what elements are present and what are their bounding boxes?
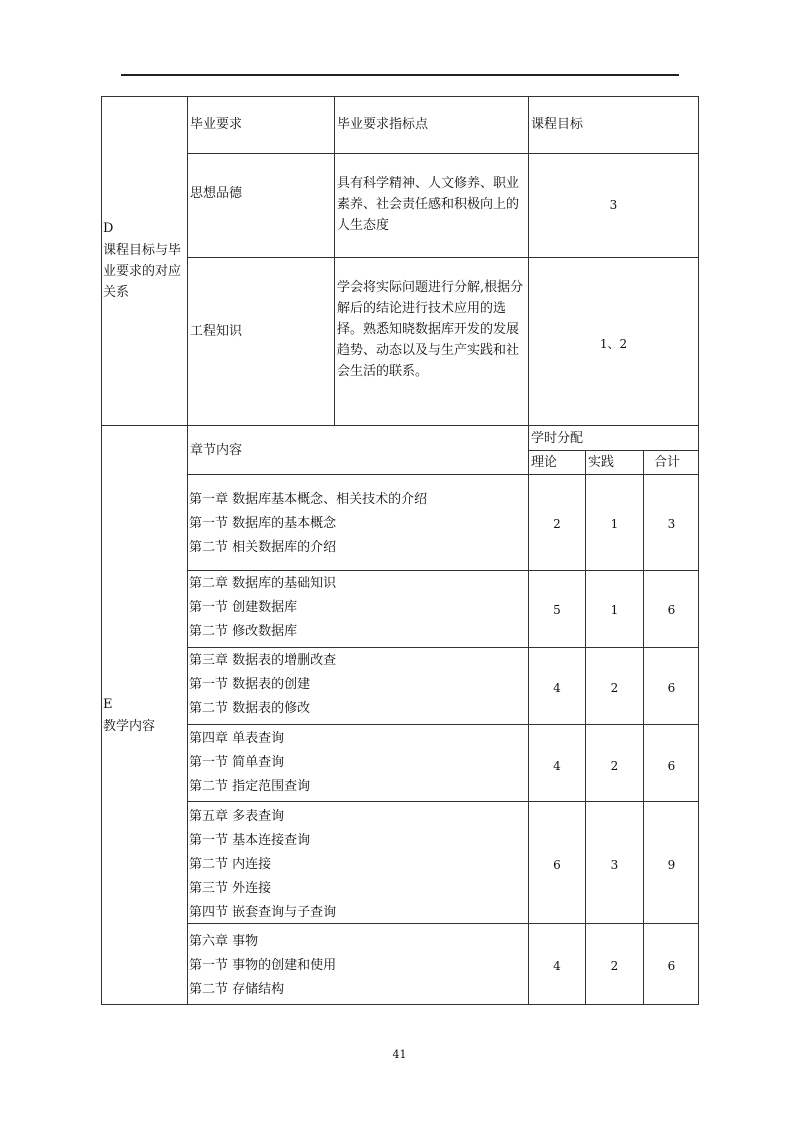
header-total: 合计 — [654, 455, 681, 470]
chapter-4-theory: 4 — [553, 759, 561, 773]
chapter-5-line: 第五章 多表查询 — [189, 809, 285, 824]
chapter-2-line: 第一节 创建数据库 — [189, 600, 298, 615]
section-d-rule-1 — [187, 153, 699, 154]
chapter-5-content — [189, 805, 336, 925]
chapter-3-practice: 2 — [610, 681, 619, 695]
chapter-4-total: 6 — [667, 759, 676, 773]
chapter-6-line: 第一节 事物的创建和使用 — [189, 958, 337, 973]
section-d-divider-3 — [528, 96, 529, 426]
chapter-1-total: 3 — [667, 517, 676, 531]
chapter-4-line: 第一节 简单查询 — [189, 755, 285, 770]
chapter-2-theory: 5 — [553, 603, 561, 617]
chapter-5-practice: 3 — [610, 858, 619, 872]
section-e-divider-2 — [528, 425, 529, 1005]
row-2-indicator: 学会将实际问题进行分解,根据分解后的结论进行技术应用的选择。熟悉知晓数据库开发的发展趋势、动态以及与生产实践和社会生活的联系。 — [337, 280, 524, 379]
chapter-4-line: 第四章 单表查询 — [189, 731, 285, 746]
header-objective: 课程目标 — [531, 117, 584, 132]
chapter-5-line: 第二节 内连接 — [189, 857, 272, 872]
section-e-divider-1 — [187, 425, 188, 1005]
header-practice: 实践 — [588, 455, 615, 470]
section-e-divider-3 — [585, 450, 586, 1005]
section-d-rule-2 — [187, 257, 699, 258]
header-indicator: 毕业要求指标点 — [337, 117, 429, 132]
chapter-1-theory: 2 — [553, 517, 561, 531]
chapter-rule-2 — [187, 647, 699, 648]
section-e-label: 教学内容 — [103, 719, 156, 734]
chapter-rule-3 — [187, 724, 699, 725]
row-2-requirement: 工程知识 — [190, 324, 243, 339]
chapter-5-line: 第四节 嵌套查询与子查询 — [189, 905, 337, 920]
chapter-1-line: 第二节 相关数据库的介绍 — [189, 540, 337, 555]
header-rule — [121, 74, 679, 76]
chapter-6-content — [189, 930, 336, 1002]
chapter-1-content — [189, 488, 427, 560]
header-hours: 学时分配 — [531, 431, 584, 446]
chapter-2-practice: 1 — [610, 603, 619, 617]
chapter-rule-4 — [187, 801, 699, 802]
chapter-5-line: 第三节 外连接 — [189, 881, 272, 896]
chapter-3-line: 第二节 数据表的修改 — [189, 701, 311, 716]
chapter-4-line: 第二节 指定范围查询 — [189, 779, 311, 794]
chapter-3-line: 第三章 数据表的增删改查 — [189, 653, 337, 668]
section-d-divider-2 — [334, 96, 335, 426]
chapter-6-practice: 2 — [610, 959, 619, 973]
chapter-1-practice: 1 — [610, 517, 619, 531]
section-d-label: 课程目标与毕业要求的对应关系 — [103, 243, 182, 300]
header-requirement: 毕业要求 — [190, 117, 243, 132]
section-d-letter: D — [103, 221, 114, 236]
chapter-2-line: 第二节 修改数据库 — [189, 624, 298, 639]
header-theory: 理论 — [531, 455, 558, 470]
row-1-indicator: 具有科学精神、人文修养、职业素养、社会责任感和积极向上的人生态度 — [337, 176, 520, 233]
section-e-header-rule — [187, 474, 699, 475]
section-d-divider-1 — [187, 96, 188, 426]
chapter-2-content — [189, 572, 336, 644]
chapter-4-content — [189, 727, 310, 799]
section-e-divider-4 — [643, 450, 644, 1005]
chapter-3-theory: 4 — [553, 681, 561, 695]
chapter-rule-1 — [187, 570, 699, 571]
chapter-1-line: 第一节 数据库的基本概念 — [189, 516, 337, 531]
chapter-5-total: 9 — [667, 858, 676, 872]
chapter-2-total: 6 — [667, 603, 676, 617]
chapter-6-line: 第二节 存储结构 — [189, 982, 285, 997]
chapter-5-line: 第一节 基本连接查询 — [189, 833, 311, 848]
chapter-2-line: 第二章 数据库的基础知识 — [189, 576, 337, 591]
chapter-3-total: 6 — [667, 681, 676, 695]
chapter-3-line: 第一节 数据表的创建 — [189, 677, 311, 692]
chapter-4-practice: 2 — [610, 759, 619, 773]
chapter-6-total: 6 — [667, 959, 676, 973]
chapter-5-theory: 6 — [553, 858, 561, 872]
row-1-objective: 3 — [609, 198, 618, 212]
row-1-requirement: 思想品德 — [190, 186, 243, 201]
chapter-6-theory: 4 — [553, 959, 561, 973]
row-2-objective: 1、2 — [599, 337, 628, 351]
header-content: 章节内容 — [190, 443, 243, 458]
section-e-letter: E — [103, 697, 113, 712]
chapter-1-line: 第一章 数据库基本概念、相关技术的介绍 — [189, 492, 428, 507]
page-number: 41 — [392, 1048, 407, 1061]
chapter-6-line: 第六章 事物 — [189, 934, 259, 949]
section-e-subheader-rule — [528, 450, 699, 451]
chapter-3-content — [189, 649, 336, 721]
